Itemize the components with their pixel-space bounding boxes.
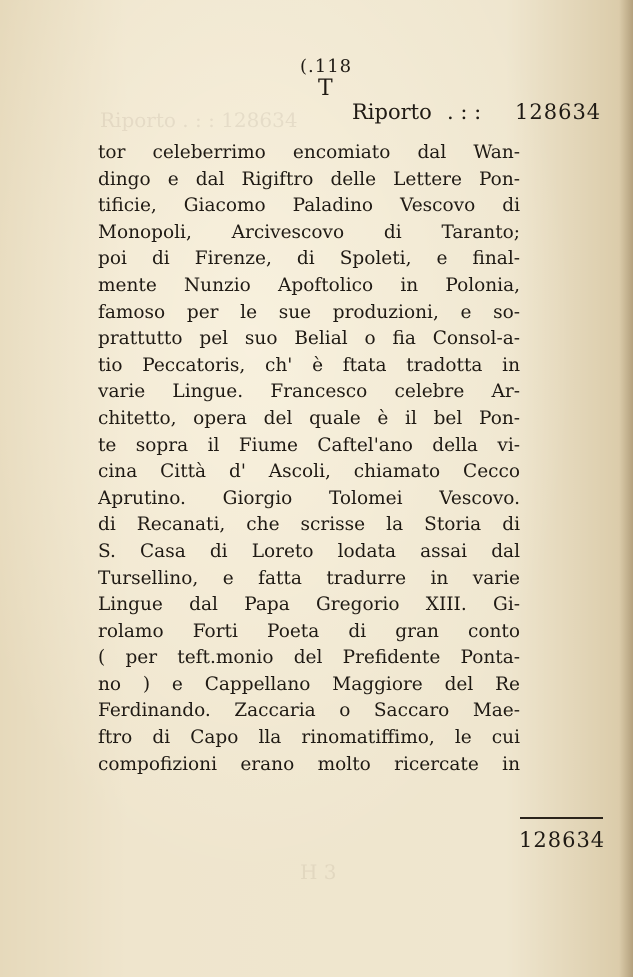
text-line: prattutto pel suo Belial o fia Consol-a-: [98, 328, 520, 350]
text-line: no ) e Cappellano Maggiore del Re: [98, 673, 520, 695]
text-line: Ferdinando. Zaccaria o Saccaro Mae-: [98, 700, 520, 722]
text-line: tificie, Giacomo Paladino Vescovo di: [98, 195, 520, 217]
page-number: (.118: [300, 56, 353, 77]
carry-forward-label: Riporto: [352, 100, 432, 124]
bleed-through-mark: H 3: [300, 860, 337, 884]
text-line: Lingue dal Papa Gregorio XIII. Gi-: [98, 594, 520, 616]
text-line: tor celeberrimo encomiato dal Wan-: [98, 142, 520, 163]
text-line: Monopoli, Arcivescovo di Taranto;: [98, 221, 520, 243]
text-line: te sopra il Fiume Caftel'ano della vi-: [98, 434, 520, 456]
text-line: tio Peccatoris, ch' è ftata tradotta in: [98, 354, 520, 376]
text-line: varie Lingue. Francesco celebre Ar-: [98, 381, 520, 403]
text-line: famoso per le sue produzioni, e so-: [98, 301, 520, 323]
carry-forward-total: 128634: [515, 100, 602, 124]
carry-forward-row: [352, 100, 622, 130]
carry-forward-dots: . : :: [447, 100, 482, 124]
text-line: cina Città d' Ascoli, chiamato Cecco: [98, 461, 520, 483]
text-line: dingo e dal Rigiftro delle Lettere Pon-: [98, 168, 520, 190]
text-line: ftro di Capo lla rinomatiffimo, le cui: [98, 727, 520, 749]
text-line: S. Casa di Loreto lodata assai dal: [98, 540, 520, 562]
text-line: Tursellino, e fatta tradurre in varie: [98, 567, 520, 589]
text-line: poi di Firenze, di Spoleti, e final-: [98, 248, 520, 270]
text-line: Aprutino. Giorgio Tolomei Vescovo.: [98, 487, 520, 509]
total-rule: [520, 817, 603, 819]
text-line: chitetto, opera del quale è il bel Pon-: [98, 407, 520, 429]
text-line: di Recanati, che scrisse la Storia di: [98, 514, 520, 536]
page-total: 128634: [519, 828, 606, 852]
bleed-through-text: Riporto . : : 128634: [100, 108, 298, 132]
signature-mark: T: [318, 76, 333, 101]
text-line: compofizioni erano molto ricercate in: [98, 753, 520, 775]
body-paragraph: [98, 140, 520, 778]
page-edge-shadow: [619, 0, 633, 977]
text-line: mente Nunzio Apoftolico in Polonia,: [98, 274, 520, 296]
text-line: ( per teft.monio del Prefidente Ponta-: [98, 647, 520, 669]
text-line: rolamo Forti Poeta di gran conto: [98, 620, 520, 642]
